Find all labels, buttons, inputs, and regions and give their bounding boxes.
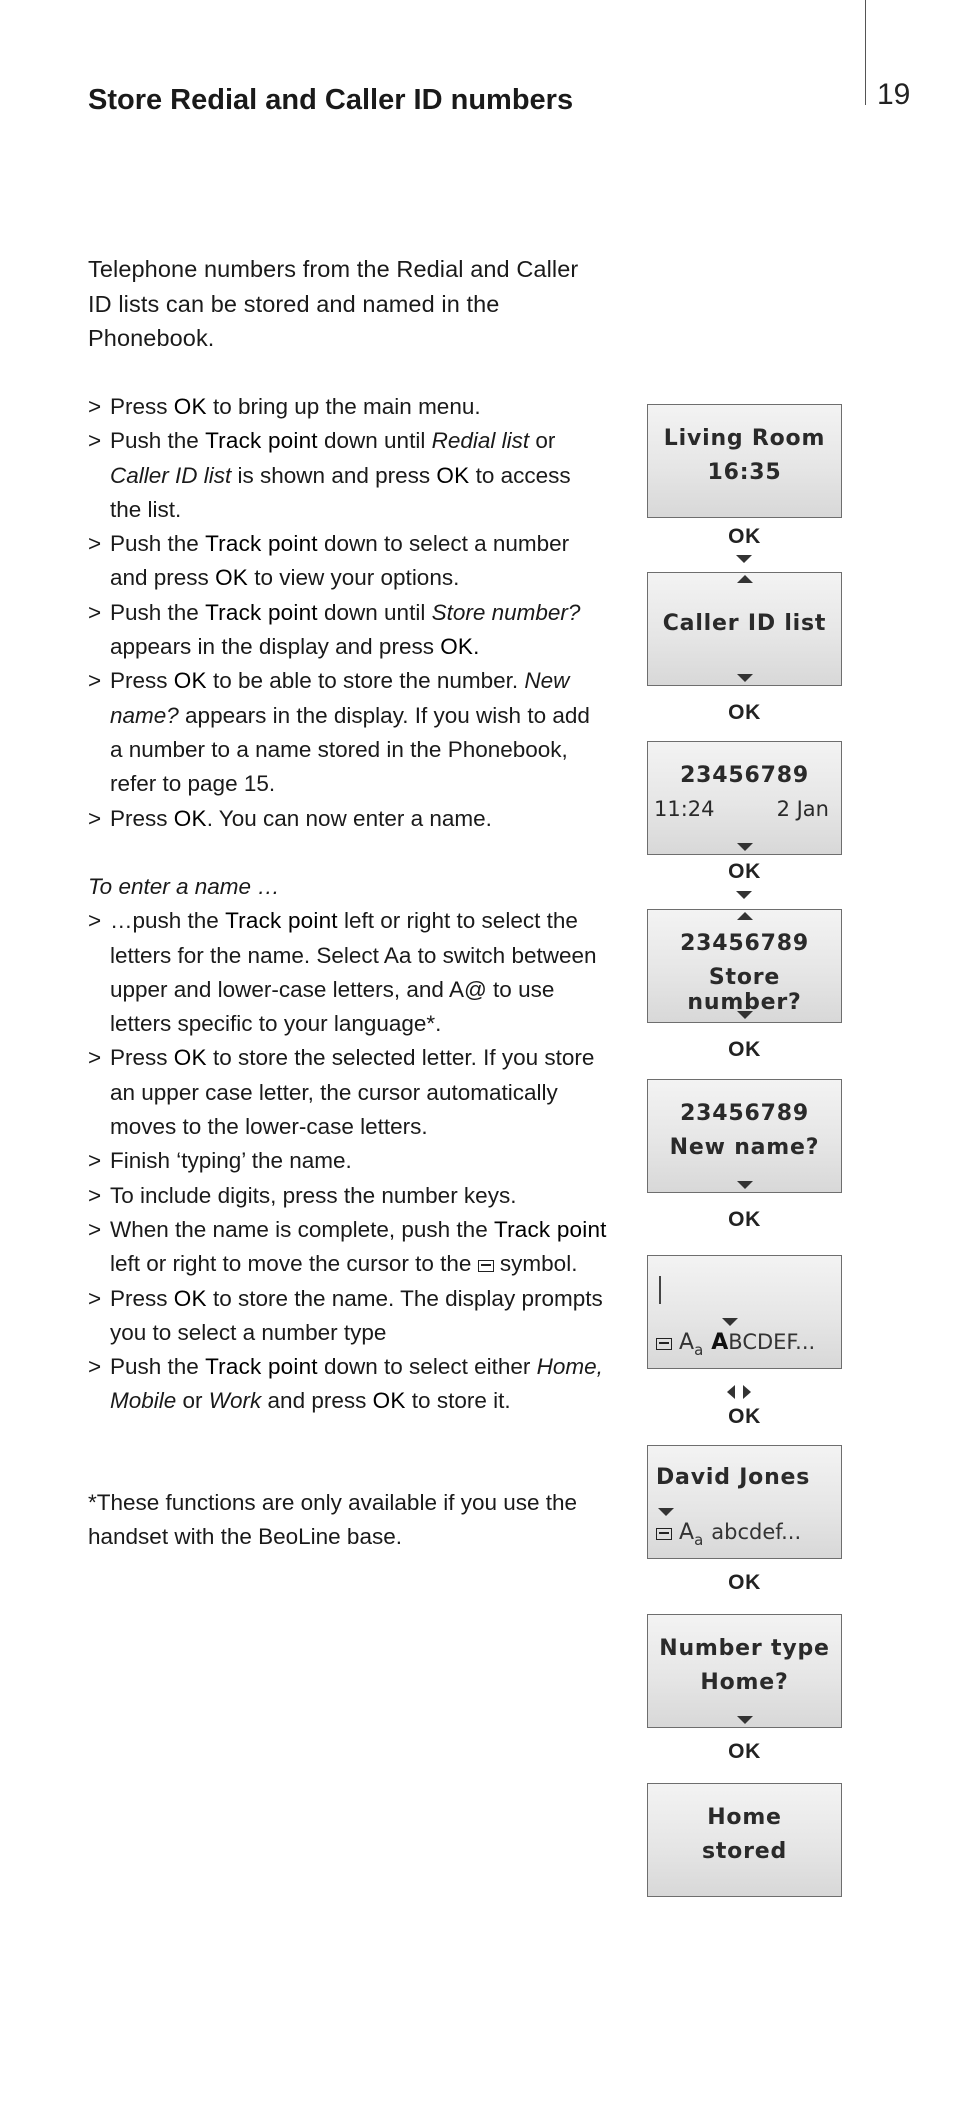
page-title: Store Redial and Caller ID numbers (88, 84, 574, 116)
display-screen-home (647, 404, 842, 518)
screen-line: Store number? (687, 965, 802, 1015)
step2-2: > Press OK to store the selected letter. If you store an upper case letter, the cursor automatically moves to the lower-case letters. (88, 1045, 595, 1140)
step-3: > Push the Track point down to select a number and press OK to view your options. (88, 531, 570, 591)
left-right-arrows (727, 1385, 759, 1401)
step2-3: > Finish ‘typing’ the name. (88, 1148, 352, 1174)
ok-label: OK (728, 1038, 761, 1061)
step-1: > Press OK to bring up the main menu. (88, 394, 481, 419)
step2-6: > Press OK to store the name. The display prompts you to select a number type (88, 1285, 603, 1345)
screen-line: Home? (700, 1670, 789, 1695)
screen-date: 2 Jan (776, 797, 829, 821)
ok-label: OK (728, 1208, 761, 1231)
arrow-left-icon (727, 1385, 735, 1399)
ok-label: OK (728, 525, 761, 548)
arrow-down-icon (736, 891, 752, 899)
screen-line: Home (707, 1805, 782, 1830)
character-selector: $A_a$ abcdef... (656, 1520, 801, 1549)
name-symbol-icon (656, 1338, 672, 1350)
screen-line: David Jones (656, 1465, 811, 1490)
text-cursor (659, 1276, 661, 1304)
page-rule (865, 0, 866, 105)
screen-time: 11:24 (654, 797, 715, 821)
arrow-down-icon (737, 1181, 753, 1189)
display-screen-stored (647, 1783, 842, 1897)
arrow-up-icon (737, 575, 753, 583)
ok-label: OK (728, 1740, 761, 1763)
display-screen-new-name (647, 1079, 842, 1193)
step-5: > Press OK to be able to store the number. New name? appears in the display. If you wish to add a number to a name stored in the Phonebook, refer to page 15. (88, 668, 590, 797)
arrow-down-icon (722, 1318, 738, 1326)
display-screen-number (647, 741, 842, 855)
arrow-down-icon (658, 1508, 674, 1516)
footnote: *These functions are only available if you use the handset with the BeoLine base. (88, 1490, 578, 1550)
screen-line: Living Room (663, 426, 826, 451)
character-selector: $A_a$ ABCDEF... (656, 1330, 815, 1359)
arrow-down-icon (737, 1716, 753, 1724)
display-screen-caller-id (647, 572, 842, 686)
screen-line: 16:35 (707, 460, 782, 485)
step2-4: > To include digits, press the number keys. (88, 1182, 517, 1208)
step-2: > Push the Track point down until Redial list or Caller ID list is shown and press OK to access the list. (88, 428, 571, 522)
arrow-up-icon (737, 912, 753, 920)
ok-label: OK (728, 1571, 761, 1594)
step2-7: > Push the Track point down to select either Home, Mobile or Work and press OK to store it. (88, 1354, 603, 1414)
display-screen-name-typed (647, 1445, 842, 1559)
arrow-down-icon (737, 843, 753, 851)
ok-label: OK (728, 860, 761, 883)
ok-label: OK (728, 1405, 761, 1428)
name-symbol-icon (478, 1260, 494, 1272)
step2-5: > When the name is complete, push the Track point left or right to move the cursor to the symbol. (88, 1216, 607, 1277)
name-entry-section (88, 870, 608, 1419)
screen-line: Number type (659, 1636, 830, 1661)
ok-label: OK (728, 701, 761, 724)
intro-paragraph: Telephone numbers from the Redial and Caller ID lists can be stored and named in the Phonebook. (88, 256, 579, 351)
display-screen-number-type (647, 1614, 842, 1728)
screen-line: New name? (669, 1135, 820, 1160)
arrow-right-icon (743, 1385, 751, 1399)
arrow-down-icon (737, 674, 753, 682)
step-4: > Push the Track point down until Store number? appears in the display and press OK. (88, 599, 581, 660)
subheading: To enter a name … (88, 874, 280, 899)
display-screen-store-number (647, 909, 842, 1023)
screen-line: Caller ID list (662, 611, 827, 636)
page-number: 19 (877, 78, 911, 111)
screen-line: 23456789 (680, 931, 809, 956)
instruction-list (88, 390, 608, 836)
arrow-down-icon (737, 1011, 753, 1019)
screen-line: 23456789 (680, 763, 809, 788)
screen-line: stored (701, 1839, 788, 1864)
name-symbol-icon (656, 1528, 672, 1540)
arrow-down-icon (736, 555, 752, 563)
display-screen-name-entry (647, 1255, 842, 1369)
step2-1: > …push the Track point left or right to select the letters for the name. Select Aa to switch between upper and lower-case letters, and A@ to use letters specific to your language*. (88, 908, 597, 1037)
step-6: > Press OK. You can now enter a name. (88, 805, 492, 831)
screen-line: 23456789 (680, 1101, 809, 1126)
